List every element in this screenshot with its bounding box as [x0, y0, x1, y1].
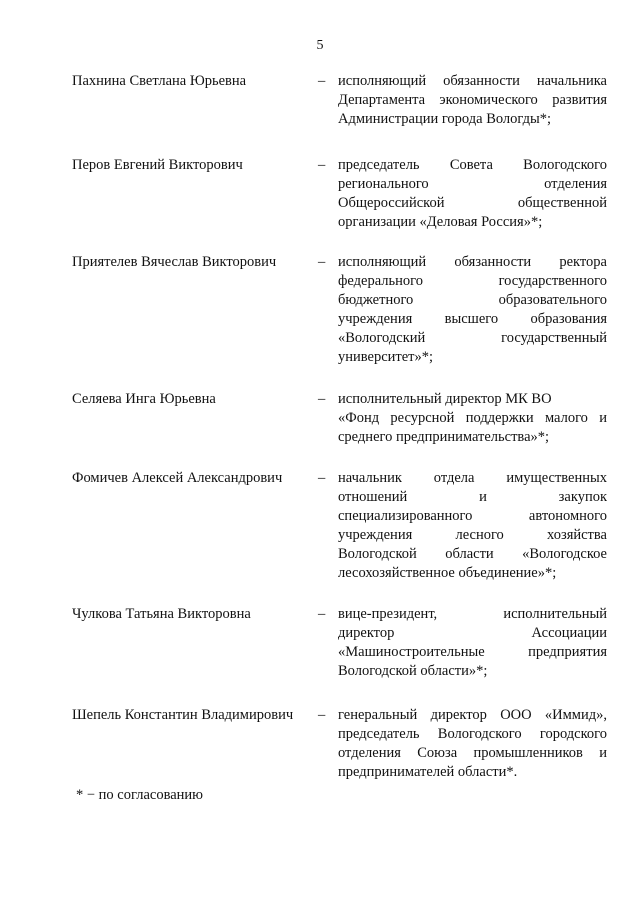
role-line: Вологодской области «Вологодское [338, 546, 607, 562]
role-line: федерального государственного [338, 273, 607, 289]
page-number: 5 [316, 38, 324, 53]
role-line: «Фонд ресурсной поддержки малого и [338, 410, 607, 426]
role-line: среднего предпринимательства»*; [338, 429, 550, 445]
member-name: Шепель Константин Владимирович [72, 707, 294, 723]
dash: – [318, 470, 326, 486]
role-line: начальник отдела имущественных [338, 470, 607, 486]
member-name: Приятелев Вячеслав Викторович [72, 254, 277, 270]
member-list [72, 72, 608, 782]
dash: – [318, 606, 326, 622]
role-line: председатель Совета Вологодского [338, 157, 607, 173]
role-line: генеральный директор ООО «Иммид», [338, 707, 607, 723]
member-entry [72, 706, 608, 782]
role-line: бюджетного образовательного [338, 292, 607, 308]
footnote: * − по согласованию [76, 787, 204, 803]
role-line: директор Ассоциации [338, 625, 607, 641]
member-entry [72, 156, 608, 232]
member-role [338, 605, 607, 681]
dash: – [318, 254, 326, 270]
member-name: Пахнина Светлана Юрьевна [72, 73, 247, 89]
role-line: исполняющий обязанности начальника [338, 73, 607, 89]
member-role [338, 72, 607, 129]
role-line: Вологодской области»*; [338, 663, 488, 679]
member-role [338, 706, 607, 782]
role-line: лесохозяйственное объединение»*; [338, 565, 557, 581]
role-line: Администрации города Вологды*; [338, 111, 552, 127]
member-role [338, 390, 607, 447]
role-line: отношений и закупок [338, 489, 607, 505]
member-role [338, 156, 607, 232]
dash: – [318, 73, 326, 89]
role-line: организации «Деловая Россия»*; [338, 214, 543, 230]
role-line: Общероссийской общественной [338, 195, 607, 211]
role-line: «Машиностроительные предприятия [338, 644, 607, 660]
role-line: председатель Вологодского городского [338, 726, 607, 742]
member-entry [72, 605, 608, 681]
member-name: Чулкова Татьяна Викторовна [72, 606, 251, 622]
member-entry [72, 72, 608, 129]
member-role [338, 469, 607, 583]
role-line: предпринимателей области*. [338, 764, 518, 780]
dash: – [318, 391, 326, 407]
member-name: Селяева Инга Юрьевна [72, 391, 216, 407]
role-line: исполняющий обязанности ректора [338, 254, 607, 270]
member-entry [72, 253, 608, 367]
role-line: вице-президент, исполнительный [338, 606, 607, 622]
role-line: Департамента экономического развития [338, 92, 607, 108]
role-line: университет»*; [338, 349, 434, 365]
member-entry [72, 469, 608, 583]
role-line: «Вологодский государственный [338, 330, 607, 346]
role-line: специализированного автономного [338, 508, 607, 524]
member-name: Фомичев Алексей Александрович [72, 470, 283, 486]
role-line: учреждения лесного хозяйства [338, 527, 607, 543]
role-line: регионального отделения [338, 176, 607, 192]
dash: – [318, 707, 326, 723]
member-name: Перов Евгений Викторович [72, 157, 243, 173]
dash: – [318, 157, 326, 173]
role-line: исполнительный директор МК ВО [338, 391, 552, 407]
role-line: отделения Союза промышленников и [338, 745, 607, 761]
role-line: учреждения высшего образования [338, 311, 607, 327]
member-entry [72, 390, 608, 447]
member-role [338, 253, 607, 367]
